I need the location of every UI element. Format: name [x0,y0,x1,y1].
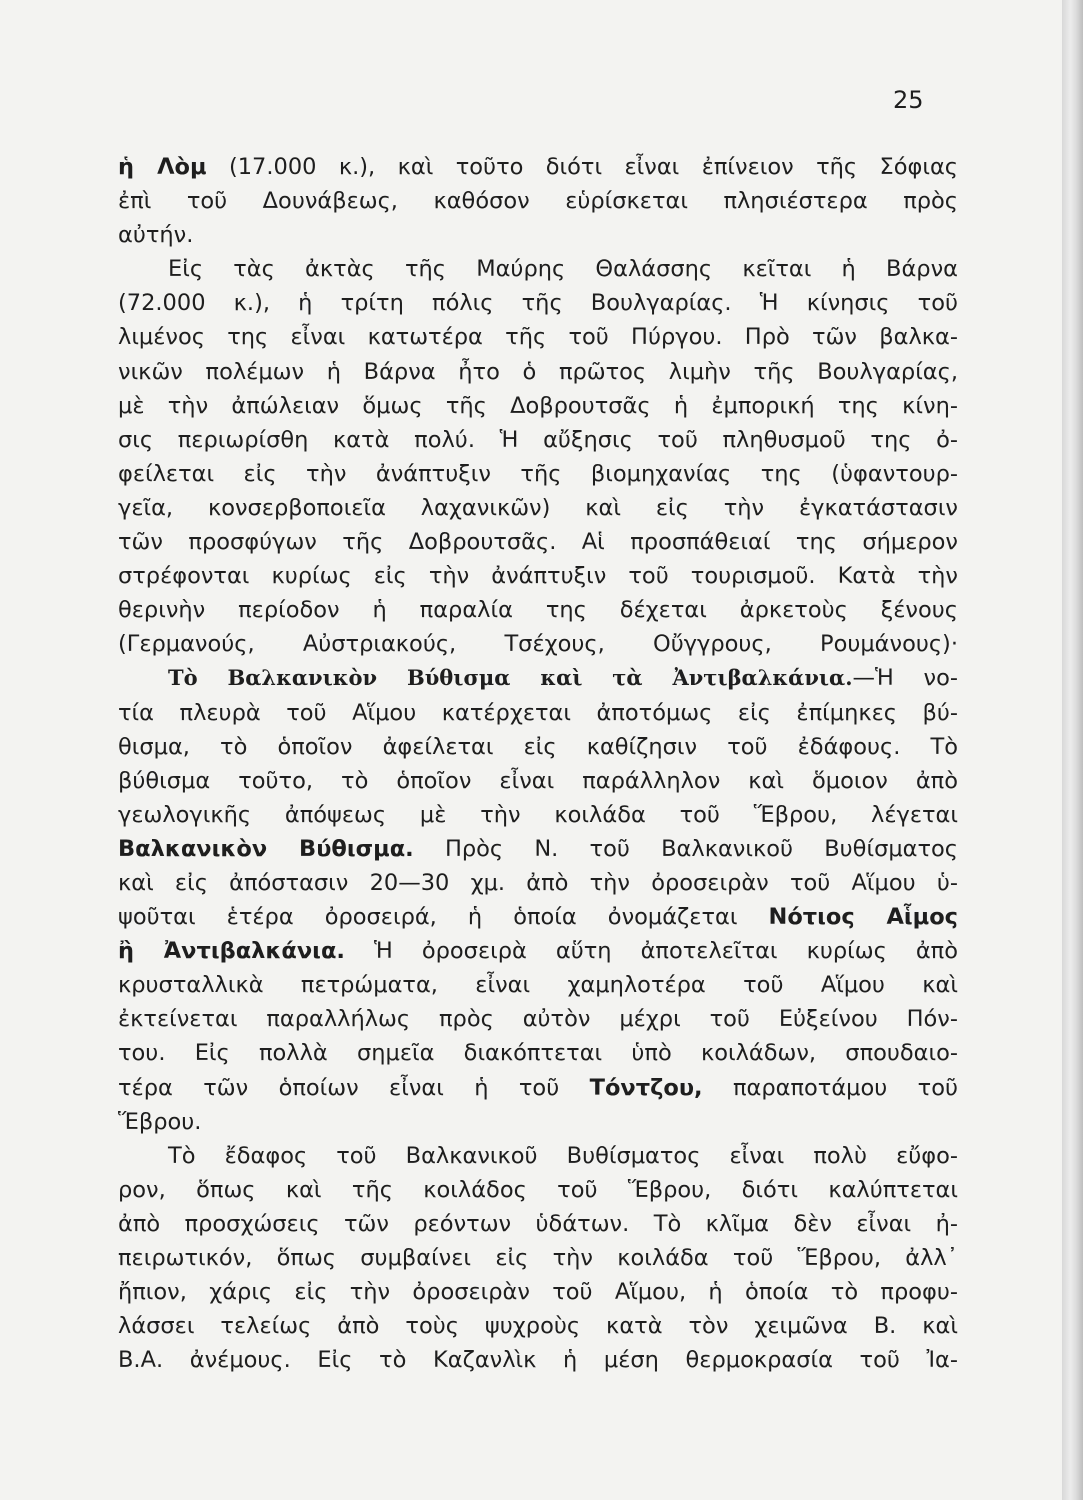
body-text [118,150,958,1377]
text-run: ἐκτείνεται παραλλήλως πρὸς αὐτὸν μέχρι τοῦ Εὐξείνου Πόν- [118,1006,958,1033]
bold-term: ἡ Λὸμ [118,154,207,180]
text-line [118,1036,958,1070]
text-run: λιμένος της εἶναι κατωτέρα τῆς τοῦ Πύργου. Πρὸ τῶν βαλκα- [118,324,958,351]
text-run: πειρωτικόν, ὅπως συμβαίνει εἰς τὴν κοιλάδα τοῦ Ἕβρου, ἀλλ᾽ [118,1245,958,1271]
text-line [118,252,958,286]
text-line [118,1207,958,1241]
text-line [118,1105,958,1139]
text-line [118,491,958,525]
section-heading: Τὸ Βαλκανικὸν Βύθισμα καὶ τὰ Ἀντιβαλκάνια. [168,665,853,691]
text-line [118,320,958,354]
text-line [118,661,958,695]
text-run: θερινὴν περίοδον ἡ παραλία της δέχεται ἀρκετοὺς ξένους [118,597,958,624]
text-run: αὐτήν. [118,222,194,249]
text-line [118,150,958,184]
page-number: 25 [893,86,924,114]
text-run: φείλεται εἰς τὴν ἀνάπτυξιν τῆς βιομηχανίας της (ὑφαντουρ- [118,460,958,487]
text-line [118,1173,958,1207]
text-line [118,559,958,593]
text-line [118,1139,958,1173]
bold-term: Βαλκανικὸν Βύθισμα. [118,835,414,862]
text-run: ἤπιον, χάρις εἰς τὴν ὀροσειρὰν τοῦ Αἵμου, ἡ ὁποία τὸ προφυ- [118,1279,958,1306]
text-run: του. Εἰς πολλὰ σημεῖα διακόπτεται ὑπὸ κοιλάδων, σπουδαιο- [118,1040,958,1067]
bold-term: Νότιος Αἷμος [768,904,958,931]
text-line [118,1071,958,1105]
text-run: γεωλογικῆς ἀπόψεως μὲ τὴν κοιλάδα τοῦ Ἕβρου, λέγεται [118,801,958,828]
text-line [118,525,958,559]
text-run: (Γερμανούς, Αὐστριακούς, Τσέχους, Οὔγγρους, Ρουμάνους)· [118,631,958,658]
text-line [118,900,958,934]
text-line [118,1275,958,1309]
text-line [118,457,958,491]
bold-term: ἢ Ἀντιβαλκάνια. [118,938,345,965]
text-line [118,423,958,457]
text-line [118,627,958,661]
text-run: Εἰς τὰς ἀκτὰς τῆς Μαύρης Θαλάσσης κεῖται ἡ Βάρνα [168,256,958,283]
text-run: λάσσει τελείως ἀπὸ τοὺς ψυχροὺς κατὰ τὸν χειμῶνα Β. καὶ [118,1313,958,1340]
text-run: τία πλευρὰ τοῦ Αἵμου κατέρχεται ἀποτόμως εἰς ἐπίμηκες βύ- [118,699,958,726]
text-run: (17.000 κ.), καὶ τοῦτο διότι εἶναι ἐπίνειον τῆς Σόφιας [206,154,958,180]
text-line [118,730,958,764]
text-line [118,1343,958,1377]
text-line [118,798,958,832]
text-run: ψοῦται ἑτέρα ὀροσειρά, ἡ ὁποία ὀνομάζεται [118,904,769,931]
text-run: ἐπὶ τοῦ Δουνάβεως, καθόσον εὑρίσκεται πλησιέστερα πρὸς [118,188,958,215]
text-line [118,764,958,798]
text-run: σις περιωρίσθη κατὰ πολύ. Ἡ αὔξησις τοῦ πληθυσμοῦ της ὀ- [118,426,958,453]
text-run: βύθισμα τοῦτο, τὸ ὁποῖον εἶναι παράλληλον καὶ ὅμοιον ἀπὸ [118,767,958,794]
text-run: μὲ τὴν ἀπώλειαν ὅμως τῆς Δοβρουτσᾶς ἡ ἐμπορική της κίνη- [118,392,958,419]
text-run: Ἕβρου. [118,1108,202,1135]
text-line [118,218,958,252]
text-run: θισμα, τὸ ὁποῖον ἀφείλεται εἰς καθίζησιν τοῦ ἐδάφους. Τὸ [118,733,958,760]
text-line [118,832,958,866]
text-line [118,968,958,1002]
text-run: ἀπὸ προσχώσεις τῶν ρεόντων ὑδάτων. Τὸ κλῖμα δὲν εἶναι ἠ- [118,1210,958,1237]
text-line [118,866,958,900]
text-run: νικῶν πολέμων ἡ Βάρνα ἦτο ὁ πρῶτος λιμὴν τῆς Βουλγαρίας, [118,358,958,385]
text-line [118,355,958,389]
book-gutter [1062,0,1083,1500]
text-run: κρυσταλλικὰ πετρώματα, εἶναι χαμηλοτέρα τοῦ Αἵμου καὶ [118,972,958,999]
text-run: γεῖα, κονσερβοποιεῖα λαχανικῶν) καὶ εἰς τὴν ἐγκατάστασιν [118,494,958,521]
text-line [118,696,958,730]
text-run: —Ἡ νο- [852,665,958,692]
text-run: Τὸ ἔδαφος τοῦ Βαλκανικοῦ Βυθίσματος εἶναι πολὺ εὔφο- [168,1142,958,1169]
text-run: ρον, ὅπως καὶ τῆς κοιλάδος τοῦ Ἕβρου, διότι καλύπτεται [118,1176,958,1203]
text-line [118,593,958,627]
text-line [118,1241,958,1275]
text-run: παραποτάμου τοῦ [702,1074,959,1101]
text-line [118,286,958,320]
text-run: Πρὸς Ν. τοῦ Βαλκανικοῦ Βυθίσματος [413,835,958,862]
bold-term: Τόντζου, [589,1074,703,1101]
text-run: Ἡ ὀροσειρὰ αὕτη ἀποτελεῖται κυρίως ἀπὸ [344,938,958,965]
text-run: καὶ εἰς ἀπόστασιν 20—30 χμ. ἀπὸ τὴν ὀροσειρὰν τοῦ Αἵμου ὑ- [118,869,958,896]
text-line [118,1309,958,1343]
text-line [118,389,958,423]
text-run: Β.Α. ἀνέμους. Εἰς τὸ Καζανλὶκ ἡ μέση θερμοκρασία τοῦ Ἰα- [118,1347,958,1374]
text-run: τέρα τῶν ὁποίων εἶναι ἡ τοῦ [118,1074,590,1101]
text-run: (72.000 κ.), ἡ τρίτη πόλις τῆς Βουλγαρίας. Ἡ κίνησις τοῦ [118,290,958,317]
text-run: στρέφονται κυρίως εἰς τὴν ἀνάπτυξιν τοῦ τουρισμοῦ. Κατὰ τὴν [118,563,958,590]
text-run: τῶν προσφύγων τῆς Δοβρουτσᾶς. Αἱ προσπάθειαί της σήμερον [118,529,958,556]
text-line [118,1002,958,1036]
text-line [118,184,958,218]
text-line [118,934,958,968]
